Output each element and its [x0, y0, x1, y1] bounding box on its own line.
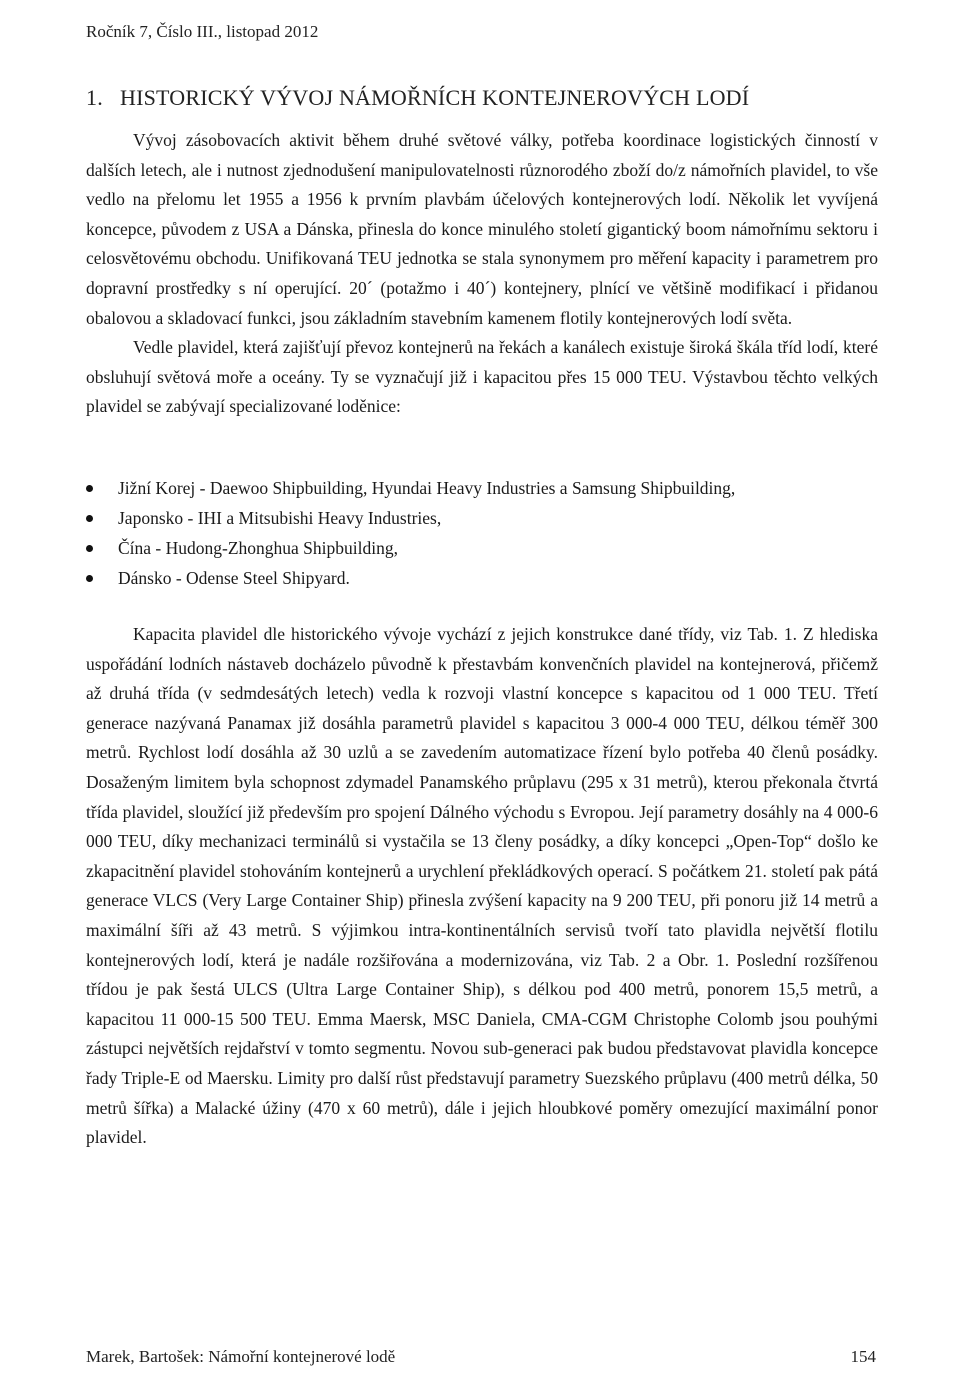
paragraph-capacity-history: Kapacita plavidel dle historického vývoje vychází z jejich konstrukce dané třídy, viz Tab. 1. Z hlediska uspořádání lodních nástaveb docházelo původně k přestavbám konvenčních plavidel na kontejnerová, přičemž až druhá třída (v sedmdesátých letech) vedla k rozvoji vlastní koncepce s kapacitou od 1 000 TEU. Třetí generace nazývaná Panamax již dosáhla parametrů plavidel s kapacitou 3 000-4 000 TEU, délkou téměř 300 metrů. Rychlost lodí dosáhla až 30 uzlů a se zavedením automatizace řízení bylo potřeba 40 členů posádky. Dosaženým limitem byla schopnost zdymadel Panamského průplavu (295 x 31 metrů), kterou překonala čtvrtá třída plavidel, sloužící již především pro spojení Dálného východu s Evropou. Její parametry dosáhly na 4 000-6 000 TEU, díky mechanizaci terminálů si vystačila se 13 členy posádky, a díky koncepci „Open-Top“ došlo ke zkapacitnění plavidel stohováním kontejnerů a urychlení překládkových operací. S počátkem 21. století pak pátá generace VLCS (Very Large Container Ship) přinesla zvýšení kapacity na 9 200 TEU, při ponoru již 14 metrů a maximální šíři až 43 metrů. S výjimkou intra-kontinentálních servisů tvoří tato plavidla největší flotilu kontejnerových lodí, která je nadále rozšiřována a modernizována, viz Tab. 2 a Obr. 1. Poslední rozšířenou třídou je pak šestá ULCS (Ultra Large Container Ship), s délkou pod 400 metrů, ponorem 15,5 metrů, a kapacitou 11 000-15 500 TEU. Emma Maersk, MSC Daniela, CMA-CGM Christophe Colomb jsou pouhými zástupci největších rejdařství v tomto segmentu. Novou sub-generaci pak budou představovat plavidla koncepce řady Triple-E od Maersku. Limity pro další růst představují parametry Suezského průplavu (400 metrů délka, 50 metrů šířka) a Malacké úžiny (470 x 60 metrů), dále i jejich hloubkové poměry omezující maximální ponor plavidel.: [86, 624, 878, 1148]
bullet-icon: [86, 515, 93, 522]
page-number: 154: [850, 1347, 876, 1366]
journal-issue-header: Ročník 7, Číslo III., listopad 2012: [86, 22, 319, 41]
section-number: 1.: [86, 85, 103, 110]
bullet-icon: [86, 545, 93, 552]
bullet-icon: [86, 485, 93, 492]
section-title: HISTORICKÝ VÝVOJ NÁMOŘNÍCH KONTEJNEROVÝCH LODÍ: [120, 85, 750, 110]
list-item: Čína - Hudong-Zhonghua Shipbuilding,: [86, 533, 878, 563]
section-heading: [86, 85, 876, 111]
shipyard-list: [86, 473, 878, 593]
paragraph-shipyards-intro: Vedle plavidel, která zajišťují převoz kontejnerů na řekách a kanálech existuje široká škála tříd lodí, které obsluhují světová moře a oceány. Ty se vyznačují již i kapacitou přes 15 000 TEU. Výstavbou těchto velkých plavidel se zabývají specializované loděnice:: [86, 337, 878, 417]
history-text-block: [86, 620, 878, 1153]
list-item: Jižní Korej - Daewoo Shipbuilding, Hyundai Heavy Industries a Samsung Shipbuilding,: [86, 473, 878, 503]
paragraph-intro: Vývoj zásobovacích aktivit během druhé světové války, potřeba koordinace logistických činností v dalších letech, ale i nutnost zjednodušení manipulovatelnosti různorodého zboží do/z námořních plavidel, to vše vedlo na přelomu let 1955 a 1956 k prvním plavbám účelových kontejnerových lodí. Několik let vyvíjená koncepce, původem z USA a Dánska, přinesla do konce minulého století gigantický boom námořnímu sektoru i celosvětovému obchodu. Unifikovaná TEU jednotka se stala synonymem pro měření kapacity i parametrem pro dopravní prostředky s ní operující. 20´ (potažmo i 40´) kontejnery, plnící ve většině modifikací i přidanou obalovou a skladovací funkci, jsou základním stavebním kamenem flotily kontejnerových lodí světa.: [86, 130, 878, 328]
footer-citation: Marek, Bartošek: Námořní kontejnerové lodě: [86, 1347, 396, 1366]
intro-text-block: [86, 126, 878, 422]
list-item: Japonsko - IHI a Mitsubishi Heavy Industries,: [86, 503, 878, 533]
list-item: Dánsko - Odense Steel Shipyard.: [86, 563, 878, 593]
bullet-icon: [86, 575, 93, 582]
